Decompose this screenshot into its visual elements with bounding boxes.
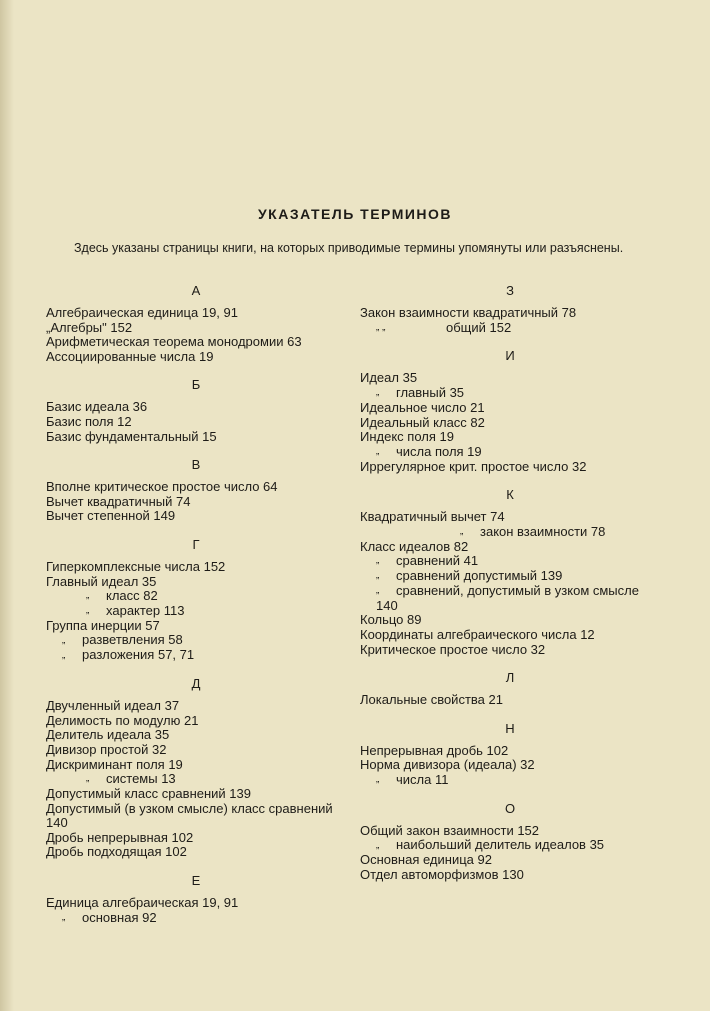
entry-text: Делимость по модулю 21	[46, 712, 199, 728]
index-section	[360, 669, 660, 708]
entry-text: числа поля 19	[396, 443, 482, 459]
entry-text: Вполне критическое простое число 64	[46, 479, 278, 495]
section-letter: А	[191, 283, 201, 298]
entry-text: Базис идеала 36	[46, 399, 148, 415]
entry-text: Индекс поля 19	[360, 429, 454, 445]
index-entry	[46, 714, 346, 729]
index-column-left	[46, 282, 346, 937]
section-letter: Д	[191, 676, 201, 692]
ditto-mark: „	[86, 605, 90, 617]
section-letter: З	[506, 283, 514, 298]
entry-text: Базис поля 12	[46, 413, 132, 429]
entry-text: „Алгебры" 152	[46, 319, 133, 335]
index-entry	[360, 540, 660, 555]
ditto-mark: „	[62, 634, 66, 646]
index-entry	[46, 321, 346, 336]
entry-text: Арифметическая теорема монодромии 63	[46, 334, 302, 350]
index-entry	[46, 845, 346, 860]
index-entry	[360, 371, 660, 386]
index-entry	[360, 510, 660, 525]
index-entry	[46, 728, 346, 743]
entry-text: Главный идеал 35	[46, 573, 157, 589]
index-entry	[46, 648, 346, 663]
index-entry	[46, 480, 346, 495]
entry-text: Основная единица 92	[360, 852, 492, 868]
entry-text: наибольший делитель идеалов 35	[396, 837, 605, 853]
ditto-mark: „	[62, 911, 66, 923]
index-entry	[360, 693, 660, 708]
index-entry	[46, 619, 346, 634]
section-letter: Н	[505, 720, 515, 736]
entry-text: Идеал 35	[360, 370, 418, 386]
entry-text: Непрерывная дробь 102	[360, 742, 509, 758]
entry-text: класс 82	[106, 588, 158, 604]
index-section	[46, 376, 346, 444]
entry-text: сравнений 41	[396, 553, 479, 569]
ditto-mark: „	[376, 387, 380, 399]
index-entry	[360, 430, 660, 445]
entry-text: Координаты алгебраического числа 12	[360, 626, 595, 642]
entry-text: Дробь непрерывная 102	[46, 829, 194, 845]
index-entry	[360, 853, 660, 868]
section-letter: В	[191, 457, 201, 473]
index-entry	[360, 643, 660, 658]
entry-text: числа 11	[396, 771, 449, 787]
entry-text: Дробь подходящая 102	[46, 844, 187, 860]
page-title: УКАЗАТЕЛЬ ТЕРМИНОВ	[257, 206, 453, 222]
entry-text: Делитель идеала 35	[46, 727, 170, 743]
index-entry	[46, 350, 346, 365]
index-entry	[46, 831, 346, 846]
index-entry	[46, 896, 346, 911]
entry-text: характер 113	[106, 602, 185, 618]
entry-text: Иррегулярное крит. простое число 32	[360, 458, 587, 474]
entry-text: разветвления 58	[82, 632, 183, 648]
entry-text: Кольцо 89	[360, 612, 422, 628]
index-entry	[360, 445, 660, 460]
section-letter: Г	[192, 536, 200, 552]
index-entry	[46, 306, 346, 321]
index-entry	[360, 744, 660, 759]
ditto-mark: „	[62, 649, 66, 661]
ditto-mark: „ „	[376, 321, 386, 333]
ditto-mark: „	[376, 774, 380, 786]
section-letter: Л	[505, 670, 515, 686]
index-section	[360, 720, 660, 788]
ditto-mark: „	[86, 590, 90, 602]
index-entry	[360, 321, 660, 336]
index-section	[360, 347, 660, 474]
index-entry	[46, 633, 346, 648]
entry-text: Класс идеалов 82	[360, 538, 469, 554]
entry-text: разложения 57, 71	[82, 647, 195, 663]
entry-text: Идеальный класс 82	[360, 414, 485, 430]
entry-text: Дивизор простой 32	[46, 741, 167, 757]
index-entry	[360, 628, 660, 643]
index-entry	[360, 525, 660, 540]
ditto-mark: „	[376, 585, 380, 597]
entry-text: Допустимый (в узком смысле) класс сравнений 140	[46, 800, 333, 831]
index-entry	[46, 560, 346, 575]
index-entry	[46, 575, 346, 590]
index-entry	[360, 569, 660, 584]
index-entry	[360, 584, 660, 613]
index-entry	[360, 838, 660, 853]
entry-text: Идеальное число 21	[360, 399, 485, 415]
entry-text: Вычет степенной 149	[46, 508, 176, 524]
entry-text: главный 35	[396, 385, 465, 401]
index-entry	[46, 802, 346, 831]
index-entry	[360, 824, 660, 839]
index-entry	[46, 758, 346, 773]
index-section	[360, 800, 660, 883]
section-letter: Б	[191, 377, 201, 393]
index-section	[360, 282, 660, 335]
index-entry	[46, 509, 346, 524]
entry-text: Ассоциированные числа 19	[46, 348, 214, 364]
entry-text: системы 13	[106, 771, 176, 787]
entry-text: Единица алгебраическая 19, 91	[46, 894, 239, 910]
index-entry	[360, 773, 660, 788]
entry-text: Допустимый класс сравнений 139	[46, 785, 251, 801]
index-entry	[46, 699, 346, 714]
index-entry	[46, 911, 346, 926]
index-entry	[46, 772, 346, 787]
entry-text: закон взаимности 78	[480, 523, 606, 539]
index-entry	[46, 335, 346, 350]
entry-text: Критическое простое число 32	[360, 641, 546, 657]
entry-text: Квадратичный вычет 74	[360, 509, 505, 525]
index-entry	[360, 868, 660, 883]
index-section	[46, 675, 346, 860]
index-section	[360, 486, 660, 657]
entry-text: Общий закон взаимности 152	[360, 822, 540, 838]
index-entry	[46, 787, 346, 802]
index-entry	[46, 604, 346, 619]
entry-text: Локальные свойства 21	[360, 692, 503, 708]
entry-text: Закон взаимности квадратичный 78	[360, 305, 577, 320]
index-entry	[360, 613, 660, 628]
index-entry	[46, 495, 346, 510]
entry-text: Базис фундаментальный 15	[46, 428, 217, 444]
index-entry	[46, 430, 346, 445]
intro-paragraph: Здесь указаны страницы книги, на которых приводимые термины упомянуты или разъяснены.	[74, 241, 624, 255]
entry-text: общий 152	[446, 319, 512, 335]
section-letter: К	[506, 487, 514, 503]
index-section	[46, 536, 346, 663]
index-entry	[360, 758, 660, 773]
index-column-right	[360, 282, 660, 894]
entry-text: сравнений, допустимый в узком смысле 140	[376, 582, 639, 613]
index-entry	[360, 416, 660, 431]
index-entry	[360, 401, 660, 416]
section-letter: Е	[191, 872, 201, 888]
index-entry	[360, 386, 660, 401]
index-entry	[360, 306, 660, 321]
ditto-mark: „	[376, 555, 380, 567]
index-entry	[46, 589, 346, 604]
ditto-mark: „	[376, 570, 380, 582]
ditto-mark: „	[86, 773, 90, 785]
index-entry	[360, 554, 660, 569]
entry-text: Норма дивизора (идеала) 32	[360, 757, 535, 773]
index-entry	[360, 460, 660, 475]
ditto-mark: „	[376, 839, 380, 851]
intro-text	[46, 240, 646, 257]
book-spine-shadow	[0, 0, 14, 1011]
index-entry	[46, 743, 346, 758]
section-letter: О	[504, 800, 516, 816]
index-section	[46, 872, 346, 925]
entry-text: Двучленный идеал 37	[46, 698, 180, 714]
entry-text: Гиперкомплексные числа 152	[46, 558, 226, 574]
index-section	[46, 282, 346, 364]
ditto-mark: „	[460, 526, 464, 537]
entry-text: Группа инерции 57	[46, 617, 160, 633]
index-entry	[46, 415, 346, 430]
index-entry	[46, 400, 346, 415]
entry-text: Отдел автоморфизмов 130	[360, 866, 524, 882]
entry-text: Алгебраическая единица 19, 91	[46, 305, 238, 320]
entry-text: основная 92	[82, 909, 157, 925]
entry-text: сравнений допустимый 139	[396, 568, 563, 584]
section-letter: И	[505, 348, 515, 364]
ditto-mark: „	[376, 445, 380, 457]
entry-text: Вычет квадратичный 74	[46, 493, 191, 509]
entry-text: Дискриминант поля 19	[46, 756, 183, 772]
index-section	[46, 456, 346, 524]
